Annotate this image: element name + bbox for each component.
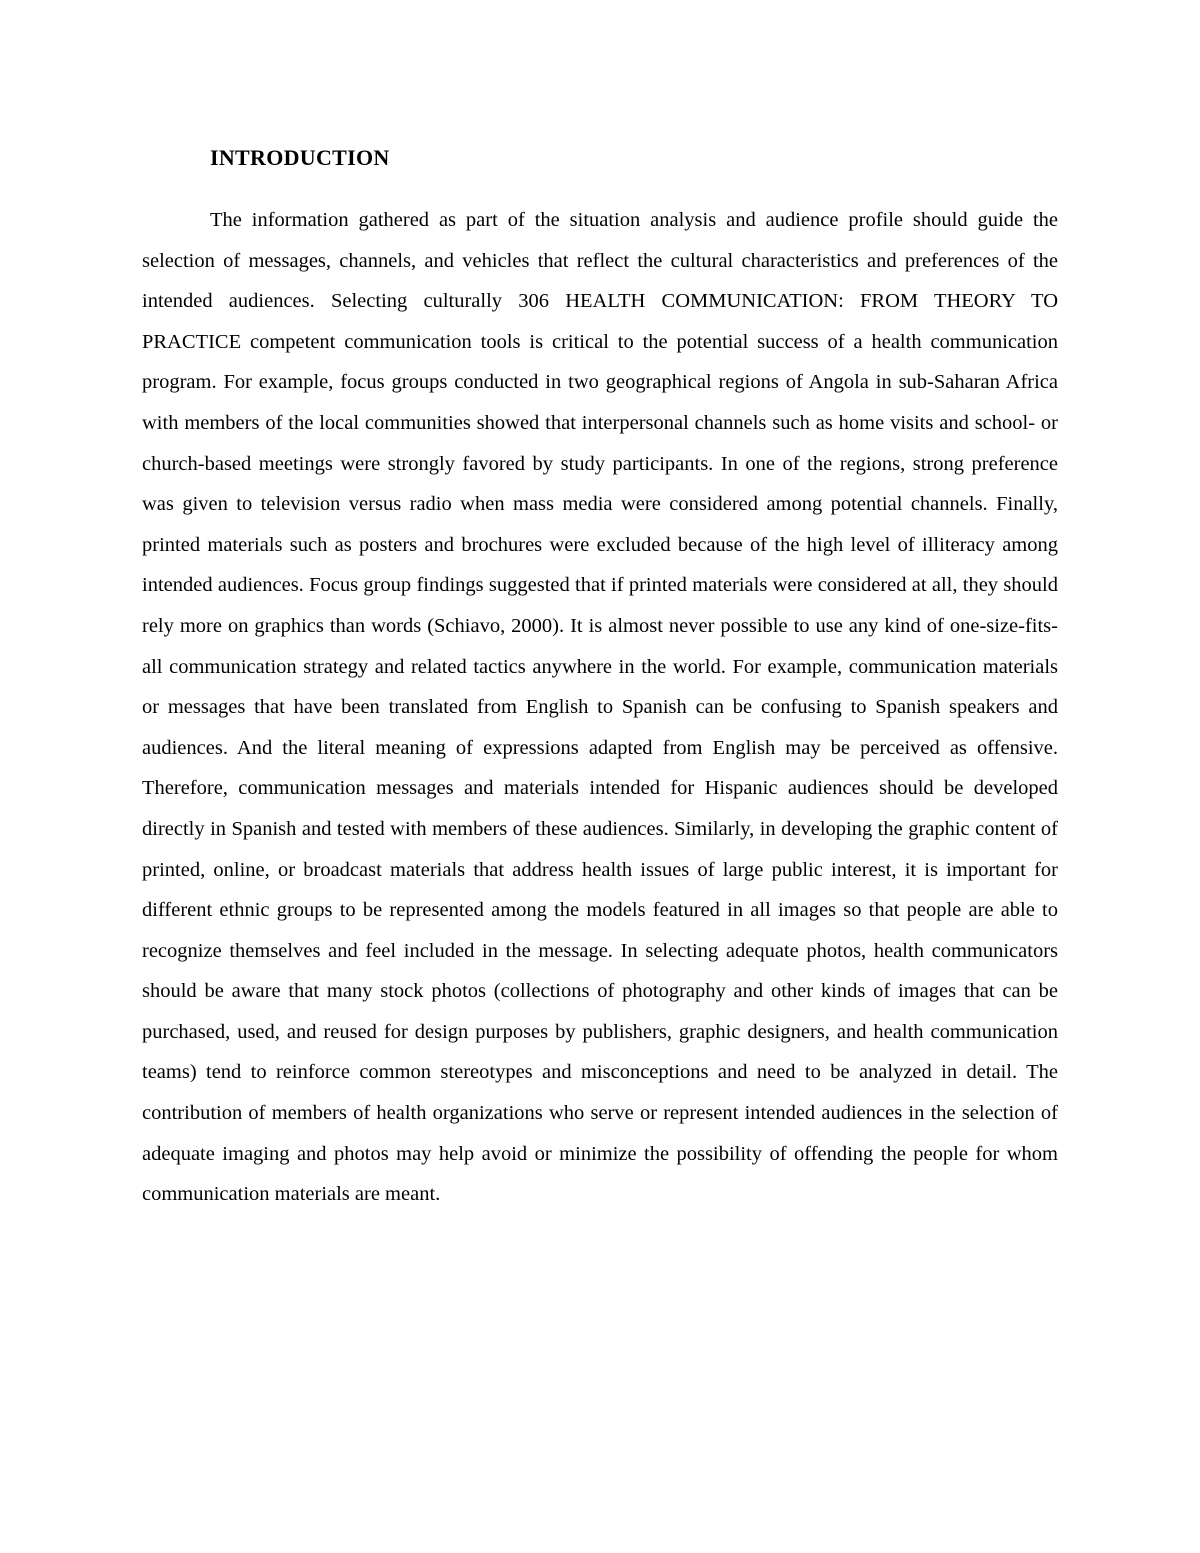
document-content (142, 140, 1058, 1215)
section-heading: INTRODUCTION (210, 145, 390, 170)
body-paragraph: The information gathered as part of the situation analysis and audience profile should guide the selection of messages, channels, and vehicles that reflect the cultural characteristics and preferences of the intended audiences. Selecting culturally 306 HEALTH COMMUNICATION: FROM THEORY TO PRACTICE competent communication tools is critical to the potential success of a health communication program. For example, focus groups conducted in two geographical regions of Angola in sub-Saharan Africa with members of the local communities showed that interpersonal channels such as home visits and school- or church-based meetings were strongly favored by study participants. In one of the regions, strong preference was given to television versus radio when mass media were considered among potential channels. Finally, printed materials such as posters and brochures were excluded because of the high level of illiteracy among intended audiences. Focus group findings suggested that if printed materials were considered at all, they should rely more on graphics than words (Schiavo, 2000). It is almost never possible to use any kind of one-size-fits-all communication strategy and related tactics anywhere in the world. For example, communication materials or messages that have been translated from English to Spanish can be confusing to Spanish speakers and audiences. And the literal meaning of expressions adapted from English may be perceived as offensive. Therefore, communication messages and materials intended for Hispanic audiences should be developed directly in Spanish and tested with members of these audiences. Similarly, in developing the graphic content of printed, online, or broadcast materials that address health issues of large public interest, it is important for different ethnic groups to be represented among the models featured in all images so that people are able to recognize themselves and feel included in the message. In selecting adequate photos, health communicators should be aware that many stock photos (collections of photography and other kinds of images that can be purchased, used, and reused for design purposes by publishers, graphic designers, and health communication teams) tend to reinforce common stereotypes and misconceptions and need to be analyzed in detail. The contribution of members of health organizations who serve or represent intended audiences in the selection of adequate imaging and photos may help avoid or minimize the possibility of offending the people for whom communication materials are meant. (142, 209, 1058, 1206)
